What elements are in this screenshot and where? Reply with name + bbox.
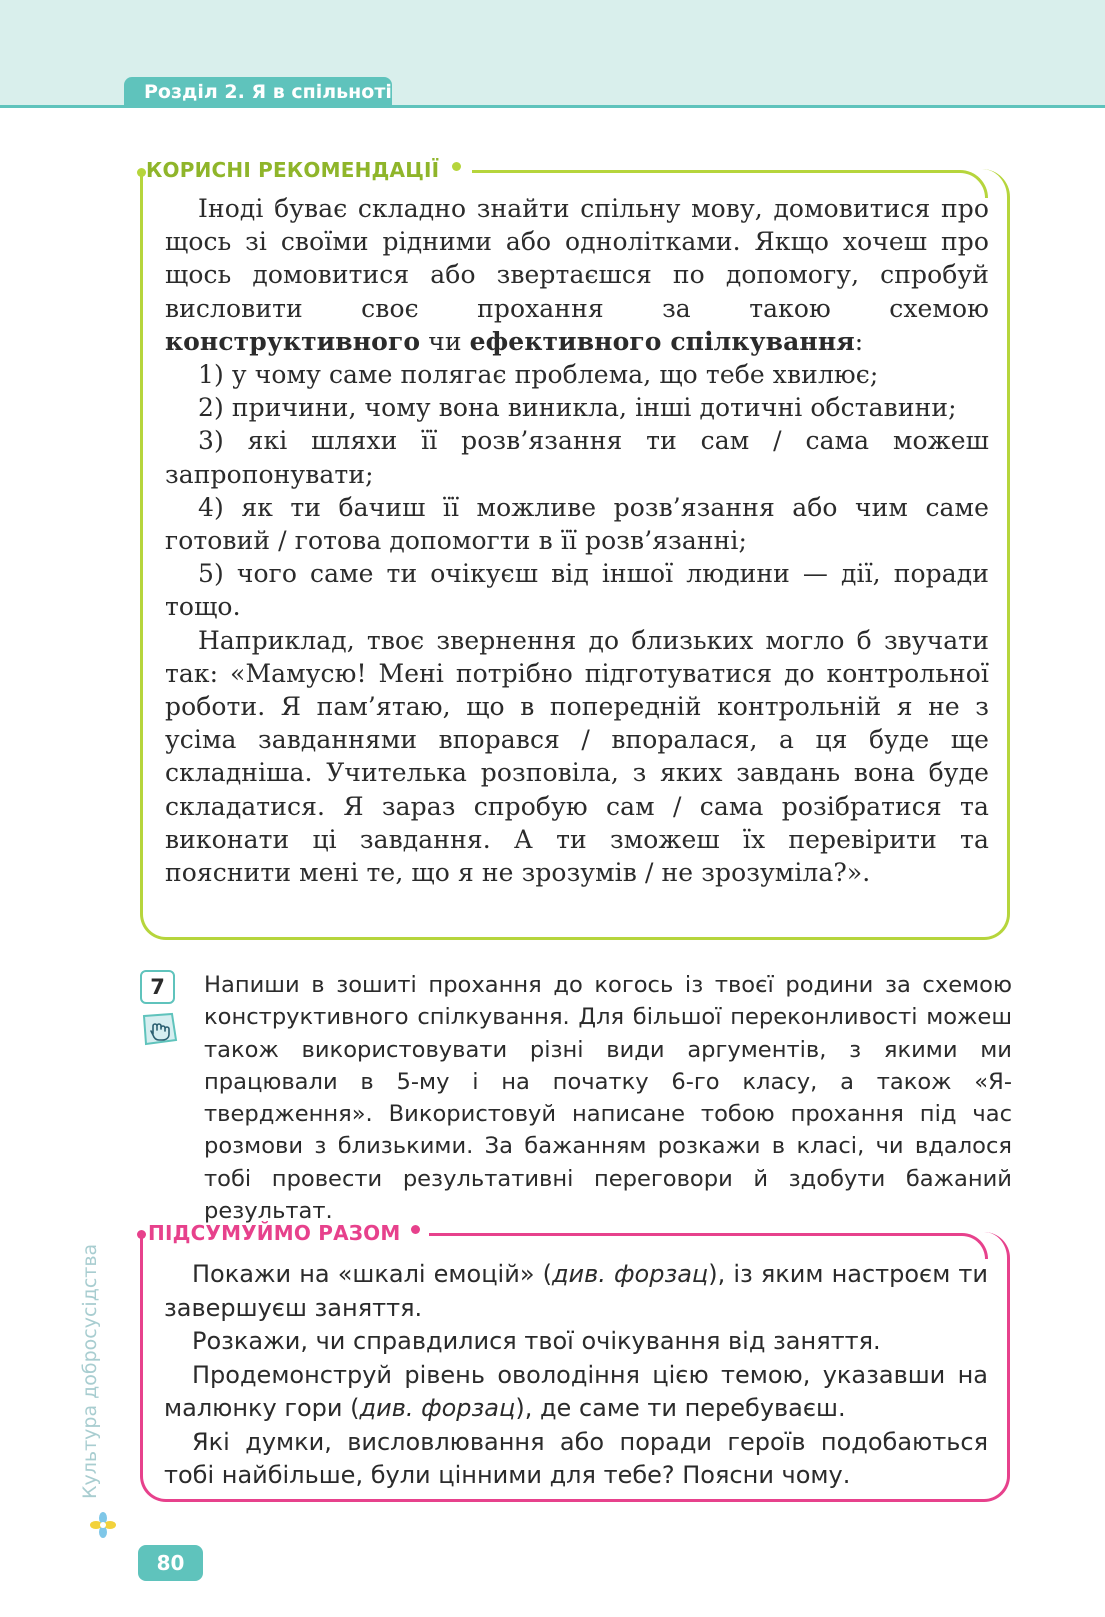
side-book-title: Культура добросусідства	[79, 1243, 101, 1499]
list-item: 5) чого саме ти очікуєш від іншої людини — дії, поради тощо.	[165, 559, 989, 622]
bullet-dot-icon	[137, 168, 146, 177]
summary-paragraph: Покажи на «шкалі емоцій» (див. форзац), із яким настроєм ти завершуєш заняття.	[164, 1260, 988, 1322]
summary-paragraph: Розкажи, чи справдилися твої очікування від заняття.	[192, 1327, 881, 1355]
summary-title: ПІДСУМУЙМО РАЗОМ	[148, 1221, 401, 1245]
summary-paragraph: Продемонструй рівень оволодіння цією темою, указавши на малюнку гори (див. форзац), де саме ти перебуваєш.	[164, 1360, 988, 1422]
recommendations-body	[165, 192, 989, 889]
summary-frame-top	[429, 1233, 988, 1259]
bullet-dot-icon	[137, 1230, 146, 1239]
recommendations-title: КОРИСНІ РЕКОМЕНДАЦІЇ	[146, 158, 440, 182]
bullet-dot-icon	[452, 162, 461, 171]
section-label: Розділ 2. Я в спільноті	[124, 77, 392, 108]
recommendations-example: Наприклад, твоє звернення до близьких могло б звучати так: «Мамусю! Мені потрібно підготуватися до контрольної роботи. Я пам’ятаю, що в попередній контрольній я не з усіма завданнями впорався / впоралася, а ця буде ще складніша. Учителька розповіла, з яких завдань вона буде складатися. Я зараз спробую сам / сама розібратися та виконати ці завдання. А ти зможеш їх перевірити та пояснити мені те, що я не зрозумів / не зрозуміла?».	[165, 625, 989, 888]
task-text: Напиши в зошиті прохання до когось із твоєї родини за схемою конструктивного спілкування. Для більшої переконливості можеш також використовувати різні види аргументів, з якими ми працювали в 5-му і на початку 6-го класу, а також «Я-твердження». Використовуй написане тобою прохання під час розмови з близькими. За бажанням розкажи в класі, чи вдалося тобі провести результативні переговори й здобути бажаний результат.	[204, 972, 1012, 1225]
list-item: 3) які шляхи її розв’язання ти сам / сама можеш запропонувати;	[165, 426, 989, 489]
summary-paragraph: Які думки, висловлювання або поради героїв подобаються тобі найбільше, були цінними для тебе? Поясни чому.	[164, 1427, 988, 1489]
summary-body	[164, 1258, 988, 1493]
recommendations-intro: Іноді буває складно знайти спільну мову, домовитися про щось зі своїми рідними або однолітками. Якщо хочеш про щось домовитися або звертаєшся по допомогу, спробуй висловити своє прохання за такою схемою конструктивного чи ефективного спілкування:	[165, 194, 989, 356]
hand-pointing-icon	[140, 1012, 180, 1050]
task-number-badge: 7	[140, 970, 175, 1004]
list-item: 1) у чому саме полягає проблема, що тебе хвилює;	[198, 360, 879, 390]
list-item: 4) як ти бачиш її можливе розв’язання або чим саме готовий / готова допомогти в її розв’язанні;	[165, 492, 989, 556]
flower-icon	[90, 1512, 116, 1542]
bullet-dot-icon	[411, 1225, 420, 1234]
page-number: 80	[138, 1545, 203, 1581]
list-item: 2) причини, чому вона виникла, інші дотичні обставини;	[198, 393, 957, 423]
